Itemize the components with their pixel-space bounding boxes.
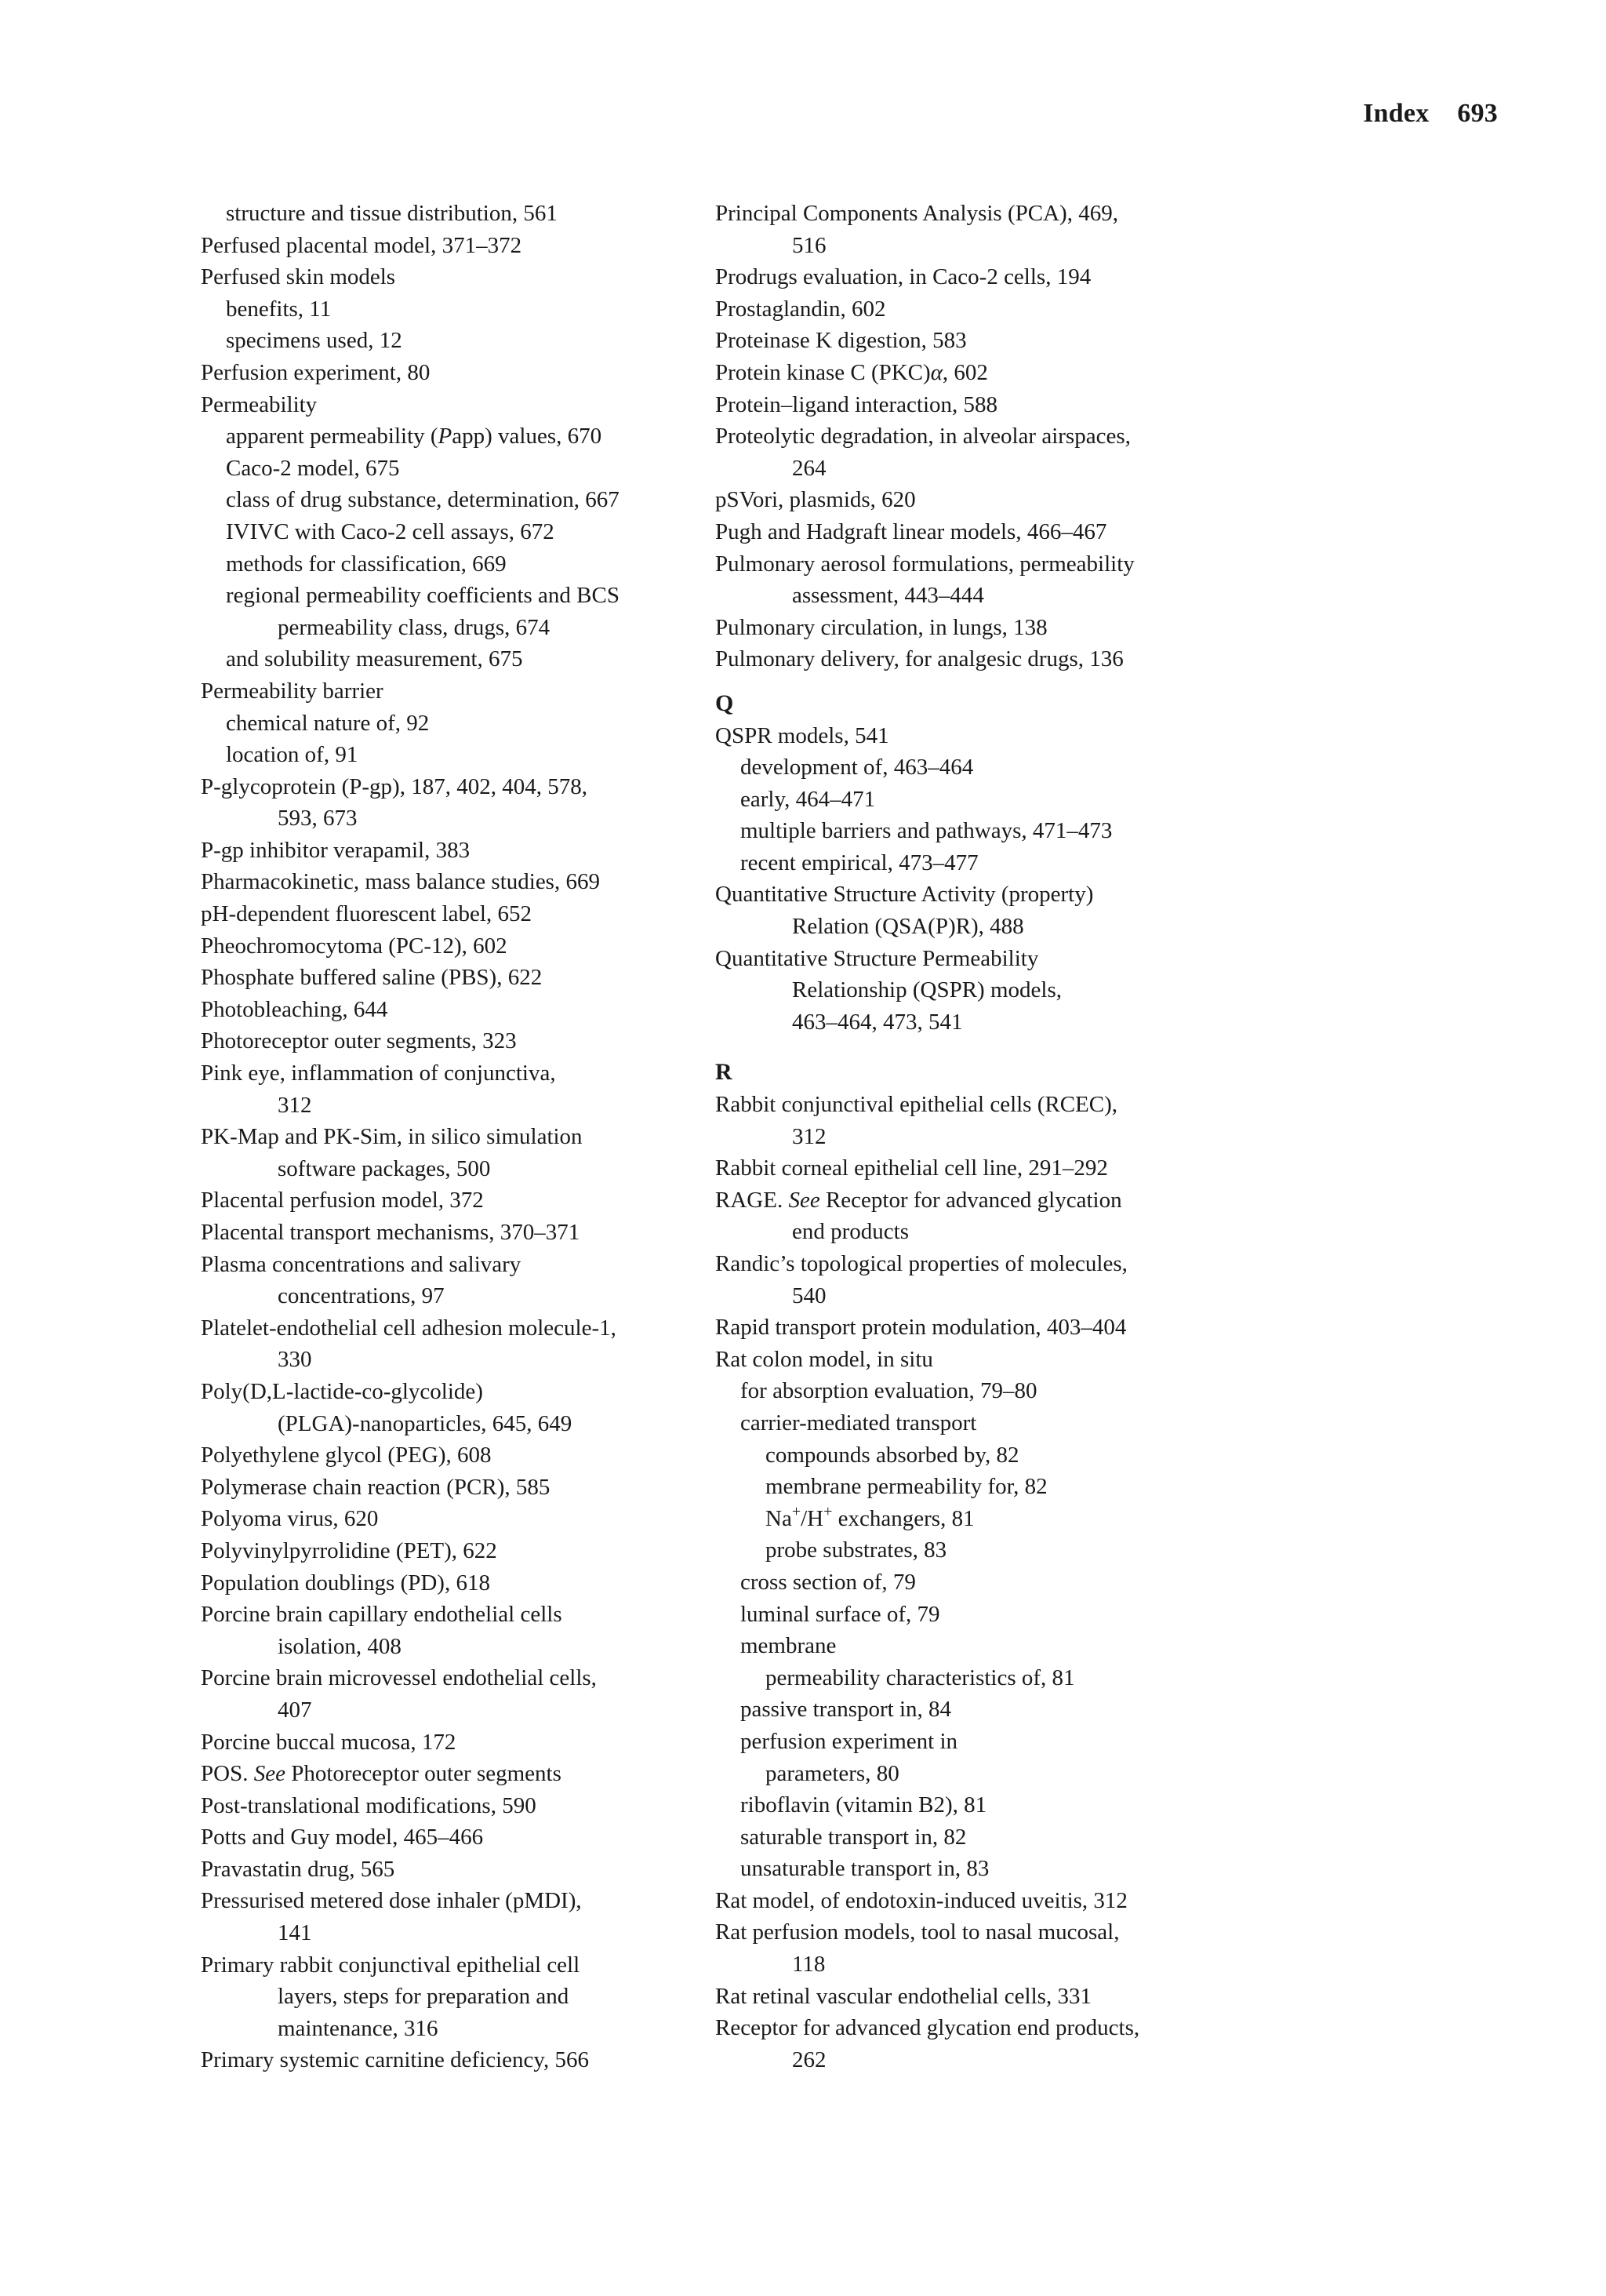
entry-text: Proteinase K digestion, 583 xyxy=(715,328,967,354)
index-entry xyxy=(201,2044,703,2076)
index-subentry xyxy=(715,1439,1280,1472)
entry-continuation: 407 xyxy=(278,1697,312,1723)
index-entry xyxy=(201,866,703,898)
entry-text: probe substrates, 83 xyxy=(765,1537,947,1563)
index-entry xyxy=(201,1217,703,1249)
entry-text: luminal surface of, 79 xyxy=(740,1601,940,1627)
entry-continuation: software packages, 500 xyxy=(278,1155,491,1181)
index-entry xyxy=(715,357,1280,389)
index-entry xyxy=(201,1949,703,2045)
entry-text: Phosphate buffered saline (PBS), 622 xyxy=(201,965,543,991)
entry-text: QSPR models, 541 xyxy=(715,722,889,748)
index-entry xyxy=(201,1121,703,1184)
header-section-label: Index xyxy=(1363,99,1430,128)
entry-text: Photobleaching, 644 xyxy=(201,996,388,1022)
entry-continuation: layers, steps for preparation and xyxy=(278,1984,569,2010)
entry-continuation: 516 xyxy=(792,232,827,258)
entry-text: Principal Components Analysis (PCA), 469, xyxy=(715,201,1118,226)
index-entry xyxy=(201,1439,703,1472)
index-entry xyxy=(201,1472,703,1504)
entry-continuation: 264 xyxy=(792,455,827,481)
entry-text: compounds absorbed by, 82 xyxy=(765,1442,1019,1468)
index-subentry xyxy=(715,847,1280,879)
index-subentry xyxy=(715,1821,1280,1854)
index-entry xyxy=(201,1057,703,1121)
entry-text: Perfused skin models xyxy=(201,264,396,290)
entry-text: regional permeability coefficients and BCS xyxy=(226,583,620,609)
index-subentry xyxy=(715,1599,1280,1631)
index-entry xyxy=(201,1727,703,1759)
running-header xyxy=(1363,99,1498,129)
entry-text: class of drug substance, determination, 667 xyxy=(226,487,620,513)
index-entry xyxy=(201,1025,703,1057)
index-entry xyxy=(201,389,703,421)
entry-text: permeability characteristics of, 81 xyxy=(765,1665,1075,1690)
entry-text: Proteolytic degradation, in alveolar airspaces, xyxy=(715,424,1131,449)
entry-continuation: maintenance, 316 xyxy=(278,2015,438,2041)
index-entry xyxy=(715,293,1280,326)
entry-text: Placental transport mechanisms, 370–371 xyxy=(201,1220,580,1245)
index-entry xyxy=(201,1790,703,1822)
entry-text: and solubility measurement, 675 xyxy=(226,646,523,672)
index-entry xyxy=(715,1312,1280,1344)
entry-text: membrane xyxy=(740,1633,837,1659)
entry-text: Pressurised metered dose inhaler (pMDI), xyxy=(201,1888,582,1914)
entry-text: Pugh and Hadgraft linear models, 466–467 xyxy=(715,519,1107,544)
index-subentry xyxy=(201,643,703,675)
index-entry xyxy=(715,1885,1280,1917)
entry-continuation: 593, 673 xyxy=(278,806,358,831)
index-entry xyxy=(201,962,703,994)
index-entry xyxy=(201,1249,703,1312)
entry-continuation: concentrations, 97 xyxy=(278,1283,445,1309)
index-entry xyxy=(715,643,1280,675)
entry-text: Rabbit corneal epithelial cell line, 291–292 xyxy=(715,1155,1108,1181)
index-entry xyxy=(715,1344,1280,1376)
entry-text: pH-dependent fluorescent label, 652 xyxy=(201,901,532,927)
index-entry xyxy=(201,1854,703,1886)
entry-text: Pulmonary aerosol formulations, permeability xyxy=(715,551,1135,577)
entry-text: Rat colon model, in situ xyxy=(715,1346,933,1372)
entry-text: Pravastatin drug, 565 xyxy=(201,1856,395,1882)
entry-continuation: Relationship (QSPR) models, xyxy=(792,977,1062,1003)
index-entry xyxy=(201,1535,703,1567)
entry-text: Rat perfusion models, tool to nasal mucosal, xyxy=(715,1919,1120,1945)
entry-text: Prodrugs evaluation, in Caco-2 cells, 194 xyxy=(715,264,1092,290)
section-letter-r: R xyxy=(715,1059,732,1086)
entry-text: Pheochromocytoma (PC-12), 602 xyxy=(201,933,507,959)
index-subentry xyxy=(201,580,703,643)
index-entry xyxy=(201,1312,703,1376)
entry-text: recent empirical, 473–477 xyxy=(740,850,979,875)
entry-text: Polyethylene glycol (PEG), 608 xyxy=(201,1443,492,1468)
index-subentry xyxy=(201,198,703,230)
index-entry xyxy=(715,1184,1280,1248)
index-entry xyxy=(715,548,1280,612)
entry-text: Rat model, of endotoxin-induced uveitis, 312 xyxy=(715,1887,1128,1913)
index-entry xyxy=(715,1152,1280,1184)
index-subentry xyxy=(201,484,703,516)
page-number: 693 xyxy=(1457,99,1498,128)
index-entry xyxy=(715,198,1280,261)
index-entry xyxy=(201,261,703,293)
index-entry xyxy=(201,675,703,708)
entry-text: Pink eye, inflammation of conjunctiva, xyxy=(201,1061,556,1086)
entry-text: chemical nature of, 92 xyxy=(226,710,430,736)
entry-text: development of, 463–464 xyxy=(740,755,974,780)
entry-text: Platelet-endothelial cell adhesion molecule-1, xyxy=(201,1315,616,1341)
index-subentry xyxy=(715,1534,1280,1566)
index-subentry xyxy=(201,548,703,580)
entry-text: Permeability xyxy=(201,391,318,417)
index-subentry xyxy=(715,1375,1280,1407)
index-subentry xyxy=(715,1853,1280,1885)
entry-text: Perfused placental model, 371–372 xyxy=(201,232,522,258)
entry-continuation: 330 xyxy=(278,1347,312,1373)
index-entry xyxy=(715,516,1280,548)
index-entry xyxy=(201,994,703,1026)
entry-text: Polyoma virus, 620 xyxy=(201,1506,379,1532)
entry-text: Potts and Guy model, 465–466 xyxy=(201,1825,484,1850)
index-entry xyxy=(715,1981,1280,2013)
index-entry xyxy=(715,720,1280,752)
index-entry xyxy=(715,2012,1280,2076)
index-entry xyxy=(715,1089,1280,1152)
entry-text: saturable transport in, 82 xyxy=(740,1824,967,1850)
entry-text: Na+/H+ exchangers, 81 xyxy=(765,1502,975,1531)
entry-continuation: 312 xyxy=(278,1092,312,1118)
entry-text: Randic’s topological properties of molecules, xyxy=(715,1251,1128,1276)
index-entry xyxy=(201,930,703,962)
entry-continuation: isolation, 408 xyxy=(278,1633,402,1659)
index-subentry xyxy=(715,784,1280,816)
entry-text: Porcine buccal mucosa, 172 xyxy=(201,1729,456,1755)
entry-text: carrier-mediated transport xyxy=(740,1410,977,1435)
index-subentry xyxy=(715,1566,1280,1599)
entry-continuation: 141 xyxy=(278,1920,312,1946)
entry-text: perfusion experiment in xyxy=(740,1728,958,1754)
entry-text: unsaturable transport in, 83 xyxy=(740,1856,990,1882)
entry-text: Perfusion experiment, 80 xyxy=(201,359,431,385)
index-subentry xyxy=(715,751,1280,784)
entry-text: riboflavin (vitamin B2), 81 xyxy=(740,1792,987,1818)
entry-text: Photoreceptor outer segments, 323 xyxy=(201,1028,517,1054)
index-subentry xyxy=(715,1407,1280,1439)
entry-text: apparent permeability (Papp) values, 670 xyxy=(226,424,602,449)
entry-text: methods for classification, 669 xyxy=(226,551,507,577)
index-column-left xyxy=(201,198,703,2076)
entry-text: Plasma concentrations and salivary xyxy=(201,1251,521,1277)
index-subentry xyxy=(715,1789,1280,1821)
index-subentry xyxy=(201,516,703,548)
entry-text: early, 464–471 xyxy=(740,786,876,812)
entry-continuation: (PLGA)-nanoparticles, 645, 649 xyxy=(278,1410,572,1436)
entry-continuation: 312 xyxy=(792,1123,827,1149)
index-subentry xyxy=(715,815,1280,847)
index-entry xyxy=(201,230,703,262)
index-subentry xyxy=(201,325,703,357)
entry-text: Pulmonary delivery, for analgesic drugs, 136 xyxy=(715,646,1124,672)
entry-text: Pharmacokinetic, mass balance studies, 669 xyxy=(201,869,600,895)
entry-text: Poly(D,L-lactide-co-glycolide) xyxy=(201,1378,483,1404)
entry-text: Population doublings (PD), 618 xyxy=(201,1570,490,1596)
entry-text: Primary rabbit conjunctival epithelial cell xyxy=(201,1952,580,1978)
entry-continuation: end products xyxy=(792,1219,909,1245)
entry-text: membrane permeability for, 82 xyxy=(765,1474,1048,1500)
entry-text: benefits, 11 xyxy=(226,296,332,322)
entry-text: for absorption evaluation, 79–80 xyxy=(740,1378,1037,1404)
entry-text: Porcine brain capillary endothelial cells xyxy=(201,1602,562,1628)
index-subentry xyxy=(715,1630,1280,1662)
index-entry xyxy=(201,1184,703,1217)
entry-text: P-gp inhibitor verapamil, 383 xyxy=(201,837,471,863)
entry-text: parameters, 80 xyxy=(765,1760,899,1786)
index-entry xyxy=(715,1248,1280,1312)
entry-text: POS. See Photoreceptor outer segments xyxy=(201,1761,561,1787)
index-subentry xyxy=(715,1662,1280,1694)
index-entry xyxy=(201,1662,703,1726)
entry-continuation: Relation (QSA(P)R), 488 xyxy=(792,914,1024,940)
index-entry xyxy=(201,835,703,867)
index-entry xyxy=(201,1821,703,1854)
entry-continuation: 118 xyxy=(792,1952,826,1978)
entry-text: PK-Map and PK-Sim, in silico simulation xyxy=(201,1124,583,1150)
index-entry xyxy=(201,357,703,389)
entry-text: multiple barriers and pathways, 471–473 xyxy=(740,818,1113,844)
entry-text: Rat retinal vascular endothelial cells, 331 xyxy=(715,1983,1092,2009)
entry-text: location of, 91 xyxy=(226,742,358,768)
entry-text: Protein kinase C (PKC)α, 602 xyxy=(715,359,988,385)
index-column-right xyxy=(715,198,1280,2076)
entry-text: cross section of, 79 xyxy=(740,1569,916,1595)
entry-text: Primary systemic carnitine deficiency, 566 xyxy=(201,2047,589,2073)
index-entry xyxy=(715,1916,1280,1980)
index-entry xyxy=(201,1376,703,1439)
index-subentry xyxy=(201,420,703,453)
entry-text: IVIVC with Caco-2 cell assays, 672 xyxy=(226,519,554,544)
index-subentry xyxy=(201,739,703,771)
section-letter-q: Q xyxy=(715,690,734,716)
index-entry xyxy=(201,771,703,835)
entry-text: pSVori, plasmids, 620 xyxy=(715,487,916,513)
index-subentry xyxy=(715,1471,1280,1503)
entry-text: Receptor for advanced glycation end products, xyxy=(715,2015,1140,2041)
entry-text: Prostaglandin, 602 xyxy=(715,296,886,322)
index-entry xyxy=(201,898,703,930)
index-subentry xyxy=(201,708,703,740)
index-entry xyxy=(201,1885,703,1949)
entry-text: Caco-2 model, 675 xyxy=(226,455,400,481)
index-entry xyxy=(201,1567,703,1599)
entry-text: Placental perfusion model, 372 xyxy=(201,1188,484,1213)
entry-text: Quantitative Structure Activity (property) xyxy=(715,882,1094,908)
index-entry xyxy=(715,389,1280,421)
index-entry xyxy=(715,879,1280,942)
index-subentry xyxy=(715,1694,1280,1726)
index-entry xyxy=(715,484,1280,516)
entry-text: passive transport in, 84 xyxy=(740,1697,952,1723)
entry-text: specimens used, 12 xyxy=(226,328,402,354)
entry-text: structure and tissue distribution, 561 xyxy=(226,201,558,226)
entry-continuation: 262 xyxy=(792,2047,827,2072)
entry-text: Polymerase chain reaction (PCR), 585 xyxy=(201,1474,550,1500)
index-entry xyxy=(715,943,1280,1039)
entry-continuation: assessment, 443–444 xyxy=(792,583,984,609)
index-subentry xyxy=(715,1758,1280,1790)
index-subentry xyxy=(715,1503,1280,1535)
entry-text: Protein–ligand interaction, 588 xyxy=(715,391,998,417)
entry-text: Quantitative Structure Permeability xyxy=(715,945,1039,971)
index-entry xyxy=(201,1758,703,1790)
entry-text: RAGE. See Receptor for advanced glycation xyxy=(715,1187,1122,1213)
entry-continuation: 540 xyxy=(792,1283,827,1308)
index-subentry xyxy=(201,453,703,485)
entry-text: Rapid transport protein modulation, 403–404 xyxy=(715,1315,1127,1341)
entry-text: Rabbit conjunctival epithelial cells (RCEC), xyxy=(715,1092,1118,1118)
entry-continuation: 463–464, 473, 541 xyxy=(792,1009,963,1035)
index-entry xyxy=(715,325,1280,357)
index-entry xyxy=(201,1599,703,1662)
index-entry xyxy=(715,261,1280,293)
entry-text: Permeability barrier xyxy=(201,678,383,704)
index-entry xyxy=(715,420,1280,484)
entry-text: Pulmonary circulation, in lungs, 138 xyxy=(715,614,1048,640)
index-subentry xyxy=(715,1726,1280,1758)
index-subentry xyxy=(201,293,703,326)
entry-continuation: permeability class, drugs, 674 xyxy=(278,614,550,640)
entry-text: Post-translational modifications, 590 xyxy=(201,1792,536,1818)
entry-text: Porcine brain microvessel endothelial cells, xyxy=(201,1665,597,1691)
entry-text: Polyvinylpyrrolidine (PET), 622 xyxy=(201,1537,497,1563)
index-entry xyxy=(201,1503,703,1535)
entry-text: P-glycoprotein (P-gp), 187, 402, 404, 578, xyxy=(201,773,587,799)
index-entry xyxy=(715,612,1280,644)
